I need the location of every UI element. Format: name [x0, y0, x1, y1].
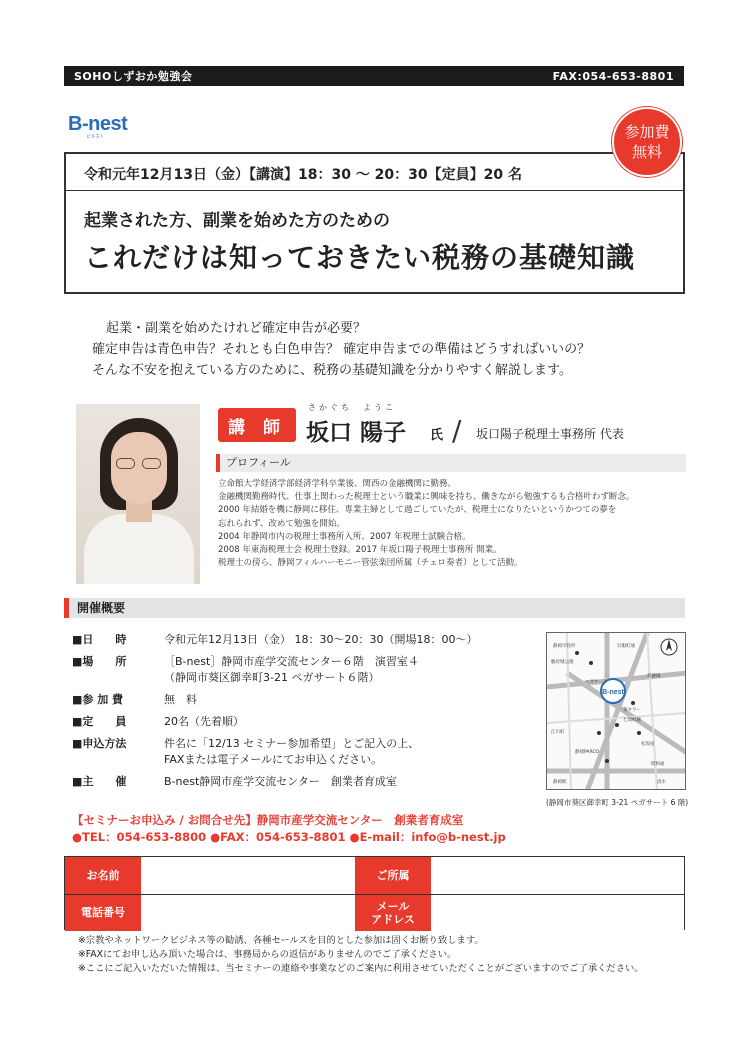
map-label: 清水: [657, 780, 666, 785]
event-subtitle: 起業された方、副業を始めた方のための: [84, 211, 390, 231]
detail-value: ［B-nest］静岡市産学交流センター６階 演習室４ （静岡市葵区御幸町3-21 ペガサート６階）: [164, 655, 419, 684]
map-label: 葵タワー: [623, 708, 641, 713]
contact-heading: 【セミナーお申込み / お問合せ先】静岡市産学交流センター 創業者育成室: [72, 813, 464, 827]
detail-label: ■定 員: [72, 715, 127, 728]
logo-sub: ビネスト: [86, 134, 105, 140]
profile-heading: プロフィール: [216, 454, 686, 472]
detail-row-capacity: [72, 714, 477, 730]
instructor-label: 講 師: [218, 408, 296, 442]
map-label: ペガサート: [585, 680, 608, 685]
org-name: SOHOしずおか勉強会: [74, 70, 193, 83]
map-label: 松坂屋: [641, 742, 655, 747]
detail-label: ■日 時: [72, 633, 127, 646]
map-graphic: [547, 633, 686, 790]
contact-details: ●TEL：054-653-8800 ●FAX：054-653-8801 ●E-mail：info@b-nest.jp: [72, 830, 506, 844]
free-badge: [612, 107, 682, 177]
profile-line: 金融機関勤務時代、仕事上関わった税理士という職業に興味を持ち、働きながら勉強するも合格叶わず断念。: [218, 492, 635, 503]
detail-row-datetime: [72, 632, 477, 648]
instructor-name: 坂口 陽子: [306, 420, 407, 446]
map-label: 新静岡: [647, 674, 661, 679]
map-label: 静岡PARCO: [575, 750, 600, 755]
header-fax: FAX:054-653-8801: [552, 69, 674, 83]
detail-value: 令和元年12月13日（金） 18：30～20：30（開場18：00～）: [164, 633, 478, 646]
badge-line1: 参加費: [624, 123, 670, 141]
access-map: [546, 632, 686, 790]
detail-value: 20名（先着順）: [164, 715, 244, 728]
profile-line: 税理士の傍ら、静岡フィルハーモニー管弦楽団所属（チェロ奏者）として活動。: [218, 558, 523, 569]
map-bnest-label: B-nest: [602, 689, 624, 696]
intro-line: そんな不安を抱えている方のために、税務の基礎知識を分かりやすく解説します。: [92, 363, 572, 378]
name-label: お名前: [65, 857, 141, 894]
overview-heading: 開催概要: [64, 598, 685, 618]
contact-info: [72, 812, 506, 846]
notes: [78, 934, 644, 976]
profile-line: 忘れられず、改めて勉強を開始。: [218, 518, 345, 529]
detail-row-venue: [72, 654, 477, 686]
affiliation-field[interactable]: [431, 857, 684, 894]
map-label: 静岡駅: [553, 780, 567, 785]
instructor-ruby: さかぐち ようこ: [308, 403, 396, 412]
detail-label: ■参 加 費: [72, 693, 124, 706]
profile-text: [218, 478, 634, 570]
note-line: ※FAXにてお申し込み頂いた場合は、事務局からの返信がありませんのでご了承ください。: [78, 949, 457, 960]
detail-row-fee: [72, 692, 477, 708]
note-line: ※ここにご記入いただいた情報は、当セミナーの連絡や事業などのご案内に利用させていただくことがございますのでご了承ください。: [78, 963, 644, 974]
detail-value: B-nest静岡市産学交流センター 創業者育成室: [164, 775, 397, 788]
map-label: 駿府城公園: [551, 660, 574, 665]
detail-label: ■申込方法: [72, 737, 127, 750]
intro-line: 確定申告は青色申告？それとも白色申告？ 確定申告までの準備はどうすればいいの？: [92, 342, 591, 357]
badge-line2: 無料: [631, 143, 662, 161]
bnest-logo: [68, 113, 128, 140]
intro-line: 起業・副業を始めたけれど確定申告が必要？: [106, 321, 367, 336]
application-form: [64, 856, 685, 930]
instructor-honorific: 氏: [430, 428, 444, 443]
phone-label: 電話番号: [65, 894, 141, 931]
instructor-photo: [76, 404, 200, 584]
form-divider: [65, 894, 684, 895]
detail-value: 件名に「12/13 セミナー参加希望」とご記入の上、 FAXまたは電子メールにてお申込ください。: [164, 737, 420, 766]
email-label: メール アドレス: [355, 894, 431, 931]
slash-divider: /: [452, 414, 462, 447]
profile-line: 2000 年結婚を機に静岡に移住、専業主婦として過ごしていたが、税理士になりたいというかつての夢を: [218, 505, 617, 516]
title-divider: [66, 190, 683, 191]
header-bar: [64, 66, 684, 86]
map-caption: (静岡市葵区御幸町 3-21 ペガサート 6 階): [546, 798, 689, 807]
profile-line: 2004 年静岡市内の税理士事務所入所、2007 年税理士試験合格。: [218, 531, 471, 542]
phone-field[interactable]: [141, 894, 355, 931]
detail-row-host: [72, 774, 477, 790]
detail-row-apply: [72, 736, 477, 768]
instructor-office: 坂口陽子税理士事務所 代表: [476, 427, 624, 441]
detail-value: 無 料: [164, 693, 197, 706]
detail-label: ■場 所: [72, 655, 127, 668]
note-line: ※宗教やネットワークビジネス等の勧誘、各種セールスを目的とした参加は固くお断り致します。: [78, 935, 484, 946]
logo-text: B-nest: [68, 113, 128, 135]
detail-label: ■主 催: [72, 775, 127, 788]
profile-line: 2008 年東海税理士会 税理士登録。2017 年坂口陽子税理士事務所 開業。: [218, 545, 502, 556]
name-field[interactable]: [141, 857, 355, 894]
email-field[interactable]: [431, 894, 684, 931]
profile-line: 立命館大学経済学部経済学科卒業後、関西の金融機関に勤務。: [218, 479, 457, 489]
title-box: [64, 152, 685, 294]
event-date: 令和元年12月13日（金）【講演】18：30 ～ 20：30【定員】20 名: [84, 167, 522, 183]
map-label: 江川町: [551, 730, 565, 735]
map-label: 呉服町通: [617, 644, 635, 649]
intro-text: [92, 318, 590, 381]
map-label: 七間町通: [623, 718, 641, 723]
map-label: 静岡市役所: [553, 644, 576, 649]
event-title: これだけは知っておきたい税務の基礎知識: [84, 241, 636, 274]
overview-details: [72, 632, 477, 796]
affiliation-label: ご所属: [355, 857, 431, 894]
map-label: 昭和通: [651, 762, 665, 767]
